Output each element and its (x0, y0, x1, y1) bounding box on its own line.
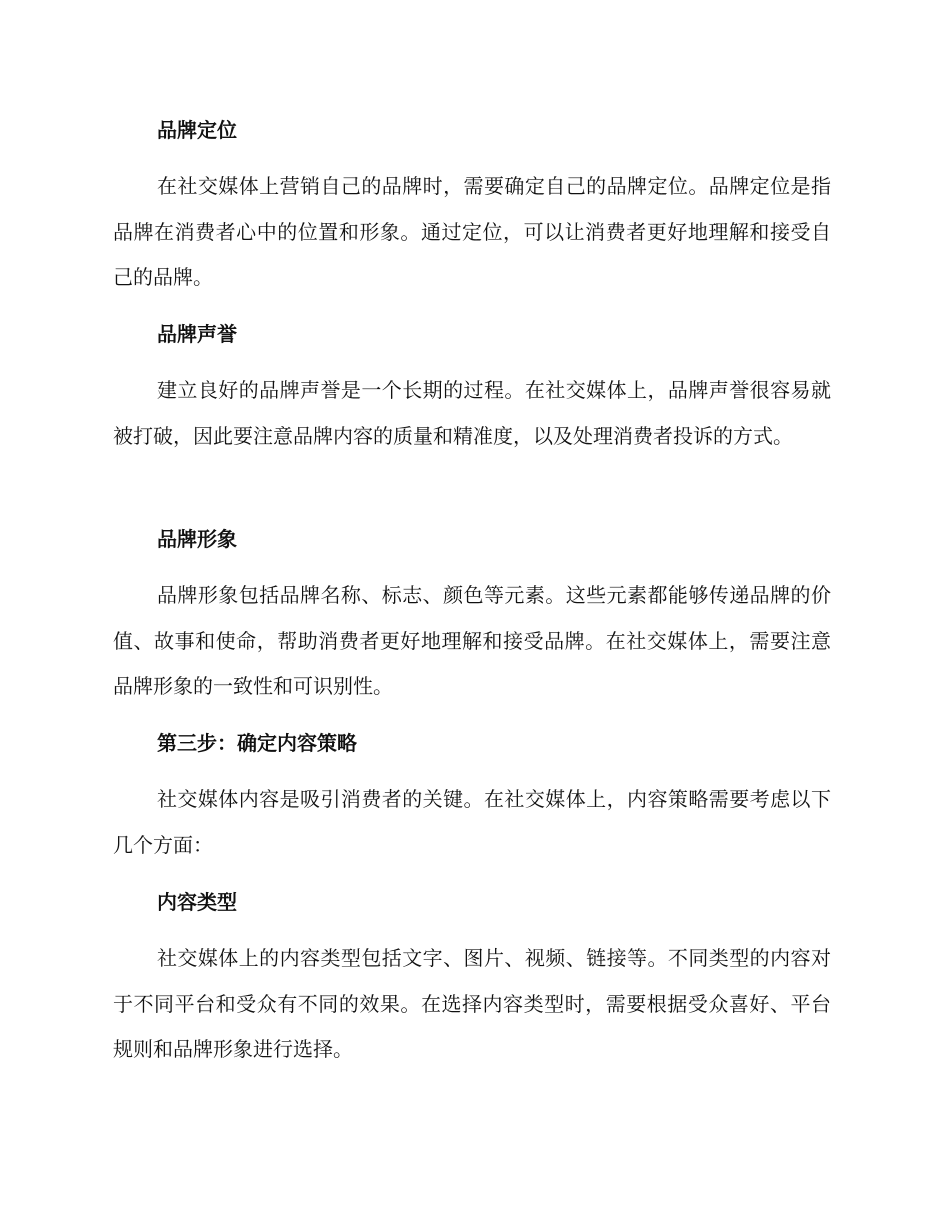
section-heading: 第三步：确定内容策略 (157, 731, 357, 755)
section-paragraph: 建立良好的品牌声誉是一个长期的过程。在社交媒体上，品牌声誉很容易就被打破，因此要注意品牌内容的质量和精准度，以及处理消费者投诉的方式。 (113, 378, 831, 448)
section-paragraph: 社交媒体内容是吸引消费者的关键。在社交媒体上，内容策略需要考虑以下几个方面： (113, 787, 831, 857)
section-heading: 品牌形象 (157, 527, 237, 551)
section-heading: 品牌定位 (157, 118, 237, 142)
section-heading: 内容类型 (157, 890, 237, 914)
section-paragraph: 社交媒体上的内容类型包括文字、图片、视频、链接等。不同类型的内容对于不同平台和受众有不同的效果。在选择内容类型时，需要根据受众喜好、平台规则和品牌形象进行选择。 (113, 946, 831, 1061)
section-heading: 品牌声誉 (157, 322, 237, 346)
section-paragraph: 在社交媒体上营销自己的品牌时，需要确定自己的品牌定位。品牌定位是指品牌在消费者心中的位置和形象。通过定位，可以让消费者更好地理解和接受自己的品牌。 (113, 174, 831, 289)
section-paragraph: 品牌形象包括品牌名称、标志、颜色等元素。这些元素都能够传递品牌的价值、故事和使命，帮助消费者更好地理解和接受品牌。在社交媒体上，需要注意品牌形象的一致性和可识别性。 (113, 583, 831, 698)
